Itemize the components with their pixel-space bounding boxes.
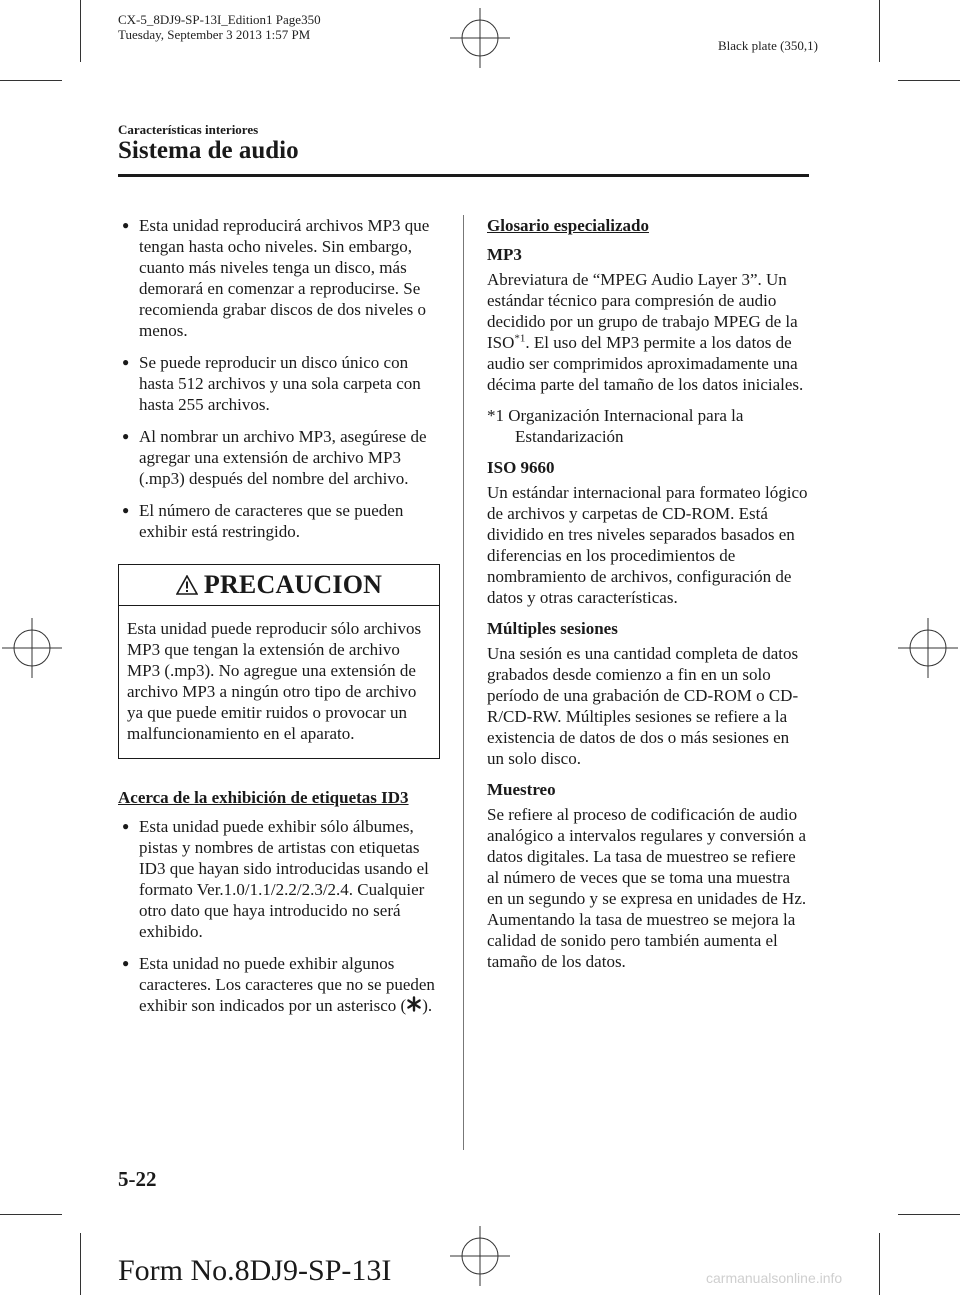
left-column — [118, 215, 440, 1027]
right-column — [487, 215, 809, 982]
bullet-icon: ● — [122, 355, 130, 369]
glossary-term-mp3: MP3 — [487, 245, 522, 264]
id3-bullet-list — [118, 816, 440, 1016]
glossary-term-multisession: Múltiples sesiones — [487, 619, 618, 638]
caution-text: Esta unidad puede reproducir sólo archivos MP3 que tengan la extensión de archivo MP3 (.mp3). No agregue una extensión de archivo MP3 a ningún otro tipo de archivo ya que puede emitir ruidos o provocar un malfuncionamiento en el aparato. — [119, 605, 439, 758]
glossary-definition-iso: Un estándar internacional para formateo lógico de archivos y carpetas de CD-ROM. Está dividido en tres niveles separados basados en diferencias en los procedimientos de nombramiento de archivos, configuración de datos y otras características. — [487, 483, 808, 607]
registration-mark-icon — [2, 618, 62, 678]
list-item: ● Esta unidad no puede exhibir algunos caracteres. Los caracteres que no se pueden exhibir son indicados por un asterisco ( ). — [122, 954, 435, 1015]
bullet-icon: ● — [122, 503, 130, 517]
page-number: 5-22 — [118, 1167, 157, 1191]
list-item: ● El número de caracteres que se pueden exhibir está restringido. — [122, 501, 404, 541]
column-divider — [463, 215, 464, 1150]
registration-mark-icon — [898, 618, 958, 678]
bullet-icon: ● — [122, 956, 130, 970]
glossary-term-sampling: Muestreo — [487, 780, 556, 799]
print-metadata — [118, 12, 321, 42]
list-item: ● Esta unidad reproducirá archivos MP3 que tengan hasta ocho niveles. Sin embargo, cuanto más niveles tenga un disco, más demorará en comenzar a reproducirse. Se recomienda grabar discos de dos niveles o menos. — [122, 216, 430, 340]
crop-mark — [0, 1214, 62, 1215]
asterisk-icon — [406, 996, 422, 1012]
list-item: ● Al nombrar un archivo MP3, asegúrese de agregar una extensión de archivo MP3 (.mp3) después del nombre del archivo. — [122, 427, 427, 488]
glossary-definition-mp3: Abreviatura de “MPEG Audio Layer 3”. Un estándar técnico para compresión de audio decidido por un grupo de trabajo MPEG de la ISO$^{*1}$. El uso del MP3 permite a los datos de audio ser comprimidos aproximadamente una décima parte del tamaño de los datos iniciales. — [487, 270, 804, 394]
watermark: carmanualsonline.info — [706, 1270, 843, 1286]
registration-mark-icon — [450, 8, 510, 68]
glossary-definition-sampling: Se refiere al proceso de codificación de audio analógico a intervalos regulares y conversión a datos digitales. La tasa de muestreo se refiere al número de veces que se toma una muestra en un segundo y se expresa en unidades de Hz. Aumentando la tasa de muestreo se mejora la calidad de sonido pero también aumenta el tamaño de los datos. — [487, 805, 807, 971]
print-meta-line1: CX-5_8DJ9-SP-13I_Edition1 Page350 — [118, 12, 321, 27]
plate-label: Black plate (350,1) — [718, 38, 818, 53]
caution-heading: PRECAUCION — [119, 565, 439, 605]
glossary-heading: Glosario especializado — [487, 216, 649, 235]
list-item: ● Esta unidad puede exhibir sólo álbumes, pistas y nombres de artistas con etiquetas ID3 que hayan sido introducidas usando el formato Ver.1.0/1.1/2.2/2.3/2.4. Cualquier otro dato que haya introducido no será exhibido. — [122, 817, 429, 941]
glossary-term-iso: ISO 9660 — [487, 458, 555, 477]
glossary-definition-multisession: Una sesión es una cantidad completa de datos grabados desde comienzo a fin en un solo período de una grabación de CD-ROM o CD-R/CD-RW. Múltiples sesiones se refiere a la existencia de datos de dos o más sesiones en un solo disco. — [487, 644, 799, 768]
bullet-icon: ● — [122, 218, 130, 232]
page-title: Sistema de audio — [118, 137, 299, 164]
footnote-reference: *1 — [514, 332, 526, 345]
id3-heading: Acerca de la exhibición de etiquetas ID3 — [118, 788, 409, 807]
registration-mark-icon — [450, 1226, 510, 1286]
bullet-icon: ● — [122, 429, 130, 443]
warning-triangle-icon — [176, 575, 198, 595]
list-item: ● Se puede reproducir un disco único con hasta 512 archivos y una sola carpeta con hasta 255 archivos. — [122, 353, 421, 414]
section-label: Características interiores — [118, 122, 259, 137]
crop-mark — [898, 80, 960, 81]
mp3-bullet-list — [118, 215, 440, 542]
crop-mark — [879, 1233, 880, 1295]
print-meta-line2: Tuesday, September 3 2013 1:57 PM — [118, 27, 311, 42]
form-number: Form No.8DJ9-SP-13I — [118, 1254, 392, 1287]
crop-mark — [80, 1233, 81, 1295]
crop-mark — [80, 0, 81, 62]
title-rule — [118, 174, 809, 177]
crop-mark — [898, 1214, 960, 1215]
crop-mark — [0, 80, 62, 81]
caution-box — [118, 564, 440, 759]
crop-mark — [879, 0, 880, 62]
footnote: *1 Organización Internacional para la Estandarización — [487, 406, 744, 446]
bullet-icon: ● — [122, 819, 130, 833]
